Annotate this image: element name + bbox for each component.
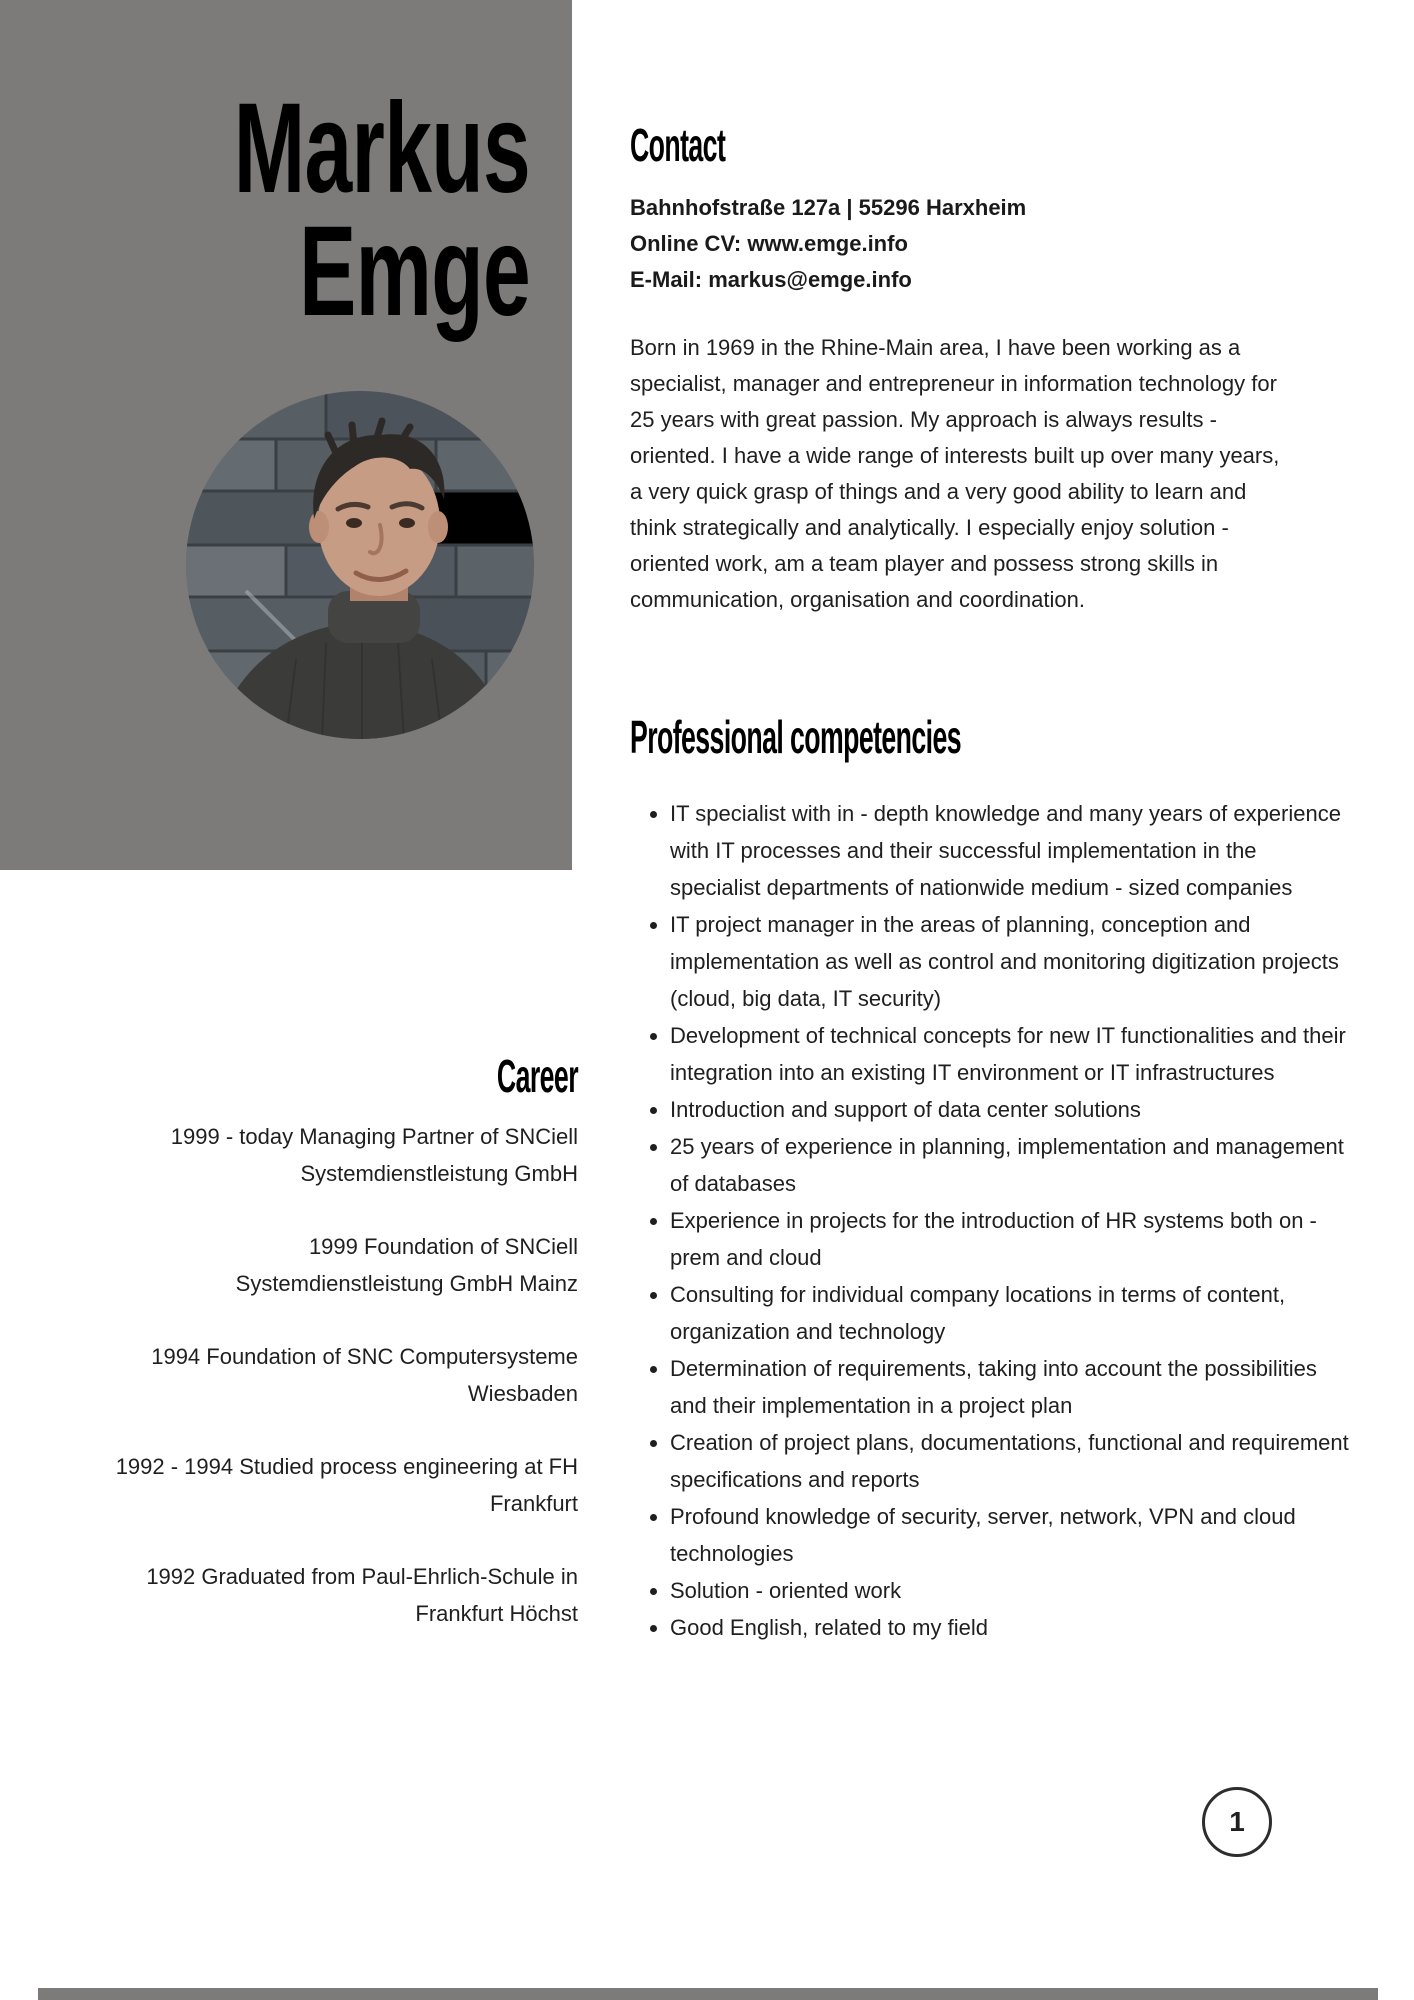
person-name xyxy=(175,77,530,343)
competency-item: • 25 years of experience in planning, implementation and management of databases xyxy=(670,1128,1350,1202)
career-entry: 1999 Foundation of SNCiell Systemdienstleistung GmbH Mainz xyxy=(235,1234,578,1296)
profile-photo xyxy=(186,391,534,739)
competency-item: • Good English, related to my field xyxy=(670,1609,1350,1646)
career-entry: 1992 - 1994 Studied process engineering at FH Frankfurt xyxy=(115,1454,578,1516)
footer-bar xyxy=(38,1988,1378,2000)
contact-line: Online CV: www.emge.info xyxy=(630,231,908,256)
competency-item: • IT specialist with in - depth knowledge and many years of experience with IT processes and their successful implementation in the specialist departments of nationwide medium - sized companies xyxy=(670,795,1350,906)
contact-line: Bahnhofstraße 127a | 55296 Harxheim xyxy=(630,195,1027,220)
competency-item: • Creation of project plans, documentations, functional and requirement specifications and reports xyxy=(670,1424,1350,1498)
competency-item: • Consulting for individual company locations in terms of content, organization and technology xyxy=(670,1276,1350,1350)
competency-item: • Introduction and support of data center solutions xyxy=(670,1091,1350,1128)
competencies-heading: Professional competencies xyxy=(630,711,961,763)
portrait-illustration xyxy=(186,391,534,739)
career-entry: 1994 Foundation of SNC Computersysteme Wiesbaden xyxy=(151,1344,578,1406)
contact-line: E-Mail: markus@emge.info xyxy=(630,267,912,292)
competency-item: • Experience in projects for the introduction of HR systems both on - prem and cloud xyxy=(670,1202,1350,1276)
competency-item: • Determination of requirements, taking into account the possibilities and their implementation in a project plan xyxy=(670,1350,1350,1424)
competencies-list xyxy=(630,795,1350,1646)
competency-item: • Solution - oriented work xyxy=(670,1572,1350,1609)
first-name: Markus xyxy=(233,77,530,220)
last-name: Emge xyxy=(299,199,530,343)
career-entry: 1992 Graduated from Paul-Ehrlich-Schule in Frankfurt Höchst xyxy=(146,1564,578,1626)
contact-address xyxy=(630,190,1290,298)
competency-item: • Development of technical concepts for new IT functionalities and their integration into an existing IT environment or IT infrastructures xyxy=(670,1017,1350,1091)
competency-item: • Profound knowledge of security, server, network, VPN and cloud technologies xyxy=(670,1498,1350,1572)
page-number: 1 xyxy=(1229,1806,1245,1837)
about-paragraph: Born in 1969 in the Rhine-Main area, I have been working as a specialist, manager and entrepreneur in information technology for 25 years with great passion. My approach is always results - oriented. I have a wide range of interests built up over many years, a very quick grasp of things and a very good ability to learn and think strategically and analytically. I especially enjoy solution - oriented work, am a team player and possess strong skills in communication, organisation and coordination. xyxy=(630,335,1280,612)
contact-heading: Contact xyxy=(630,119,726,171)
competency-item: • IT project manager in the areas of planning, conception and implementation as well as control and monitoring digitization projects (cloud, big data, IT security) xyxy=(670,906,1350,1017)
career-entry: 1999 - today Managing Partner of SNCiell Systemdienstleistung GmbH xyxy=(170,1124,578,1186)
career-heading: Career xyxy=(496,1050,578,1102)
career-entries xyxy=(100,1118,578,1668)
page-number-badge xyxy=(1202,1787,1272,1857)
